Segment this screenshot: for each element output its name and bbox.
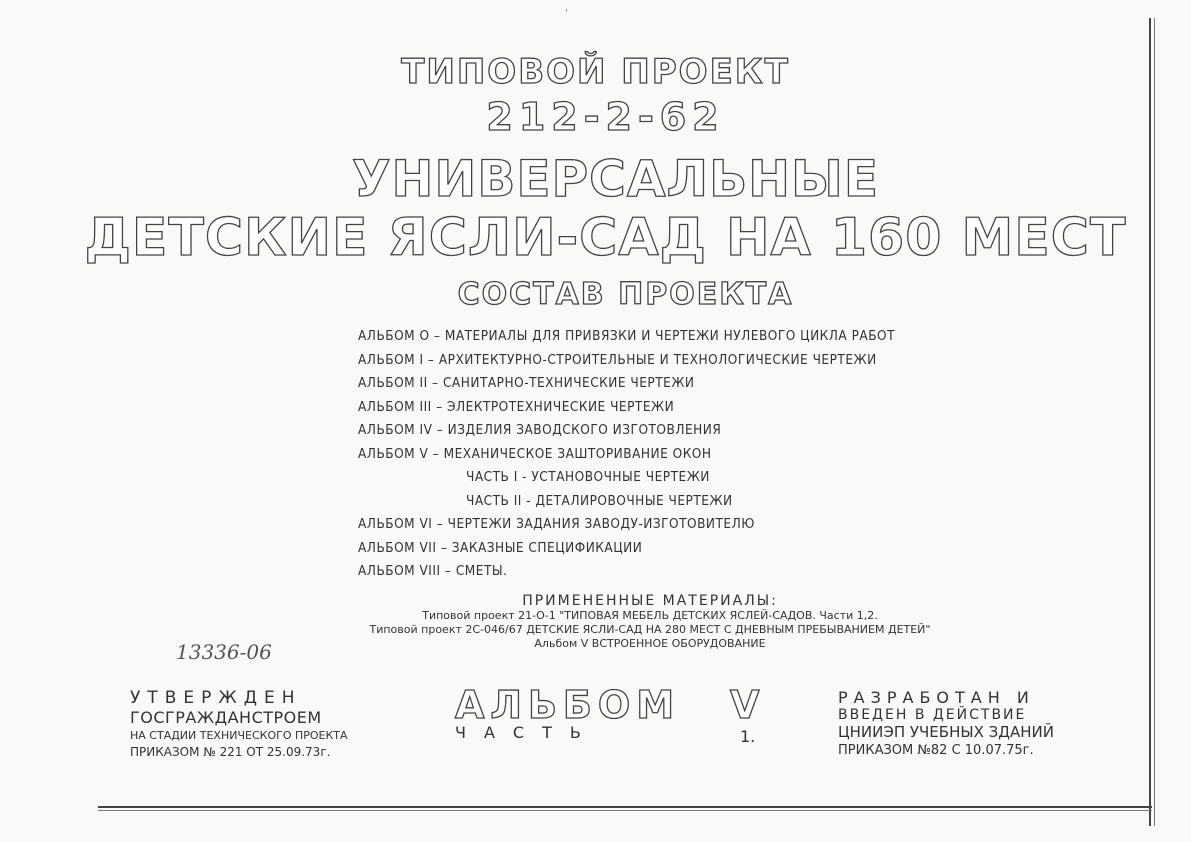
applied-materials	[340, 593, 960, 651]
frame-border-right	[1149, 18, 1155, 826]
album-item: АЛЬБОМ I – АРХИТЕКТУРНО-СТРОИТЕЛЬНЫЕ И ТЕХНОЛОГИЧЕСКИЕ ЧЕРТЕЖИ	[358, 351, 877, 368]
materials-line: Типовой проект 21-О-1 "ТИПОВАЯ МЕБЕЛЬ ДЕТСКИХ ЯСЛЕЙ-САДОВ. Части 1,2.	[422, 609, 878, 622]
album-item: АЛЬБОМ V – МЕХАНИЧЕСКОЕ ЗАШТОРИВАНИЕ ОКОН	[358, 445, 712, 462]
approved-line-3: НА СТАДИИ ТЕХНИЧЕСКОГО ПРОЕКТА	[130, 729, 348, 742]
title-line-1: УНИВЕРСАЛЬНЫЕ	[352, 150, 879, 208]
developed-line-3: ЦНИИЭП УЧЕБНЫХ ЗДАНИЙ	[838, 723, 1054, 741]
materials-line: Типовой проект 2С-046/67 ДЕТСКИЕ ЯСЛИ-САД НА 280 МЕСТ С ДНЕВНЫМ ПРЕБЫВАНИЕМ ДЕТЕЙ"	[369, 623, 931, 636]
materials-line: Альбом V ВСТРОЕННОЕ ОБОРУДОВАНИЕ	[534, 637, 766, 650]
album-list	[358, 325, 958, 584]
album-item: АЛЬБОМ VI – ЧЕРТЕЖИ ЗАДАНИЯ ЗАВОДУ-ИЗГОТОВИТЕЛЮ	[358, 516, 755, 532]
album-subitem: ЧАСТЬ II - ДЕТАЛИРОВОЧНЫЕ ЧЕРТЕЖИ	[466, 492, 733, 509]
title-line-2: ДЕТСКИЕ ЯСЛИ-САД НА 160 МЕСТ	[84, 208, 1127, 268]
developed-line-2: ВВЕДЕН В ДЕЙСТВИЕ	[838, 707, 1027, 723]
developer-block	[838, 688, 1054, 758]
album-subitem: ЧАСТЬ I - УСТАНОВОЧНЫЕ ЧЕРТЕЖИ	[466, 469, 710, 485]
part-label: ЧАСТЬ	[455, 723, 599, 742]
album-item: АЛЬБОМ II – САНИТАРНО-ТЕХНИЧЕСКИЕ ЧЕРТЕЖИ	[358, 375, 695, 391]
part-number: 1.	[740, 727, 756, 746]
developed-line-4: ПРИКАЗОМ №82 С 10.07.75г.	[838, 743, 1034, 758]
album-number: V	[730, 683, 760, 727]
approved-line-1: УТВЕРЖДЕН	[130, 688, 302, 708]
materials-title: ПРИМЕНЕННЫЕ МАТЕРИАЛЫ:	[522, 593, 778, 609]
frame-border-bottom	[98, 806, 1152, 811]
album-item: АЛЬБОМ IV – ИЗДЕЛИЯ ЗАВОДСКОГО ИЗГОТОВЛЕНИЯ	[358, 422, 722, 438]
album-item: АЛЬБОМ VII – ЗАКАЗНЫЕ СПЕЦИФИКАЦИИ	[358, 539, 643, 556]
approval-block	[130, 688, 348, 759]
album-item: АЛЬБОМ О – МАТЕРИАЛЫ ДЛЯ ПРИВЯЗКИ И ЧЕРТЕЖИ НУЛЕВОГО ЦИКЛА РАБОТ	[358, 328, 896, 344]
album-info-block	[455, 683, 775, 746]
scan-speck: '	[565, 8, 568, 19]
developed-line-1: РАЗРАБОТАН И	[838, 688, 1035, 707]
composition-heading: СОСТАВ ПРОЕКТА	[457, 277, 794, 312]
album-label: АЛЬБОМ	[455, 683, 681, 727]
project-type: ТИПОВОЙ ПРОЕКТ	[401, 52, 790, 92]
approved-line-4: ПРИКАЗОМ № 221 ОТ 25.09.73г.	[130, 745, 331, 759]
album-item: АЛЬБОМ VIII – СМЕТЫ.	[358, 563, 508, 579]
approved-line-2: ГОСГРАЖДАНСТРОЕМ	[130, 708, 322, 727]
project-number: 212-2-62	[486, 95, 725, 139]
inventory-number: 13336-06	[176, 640, 272, 664]
album-item: АЛЬБОМ III – ЭЛЕКТРОТЕХНИЧЕСКИЕ ЧЕРТЕЖИ	[358, 398, 675, 415]
